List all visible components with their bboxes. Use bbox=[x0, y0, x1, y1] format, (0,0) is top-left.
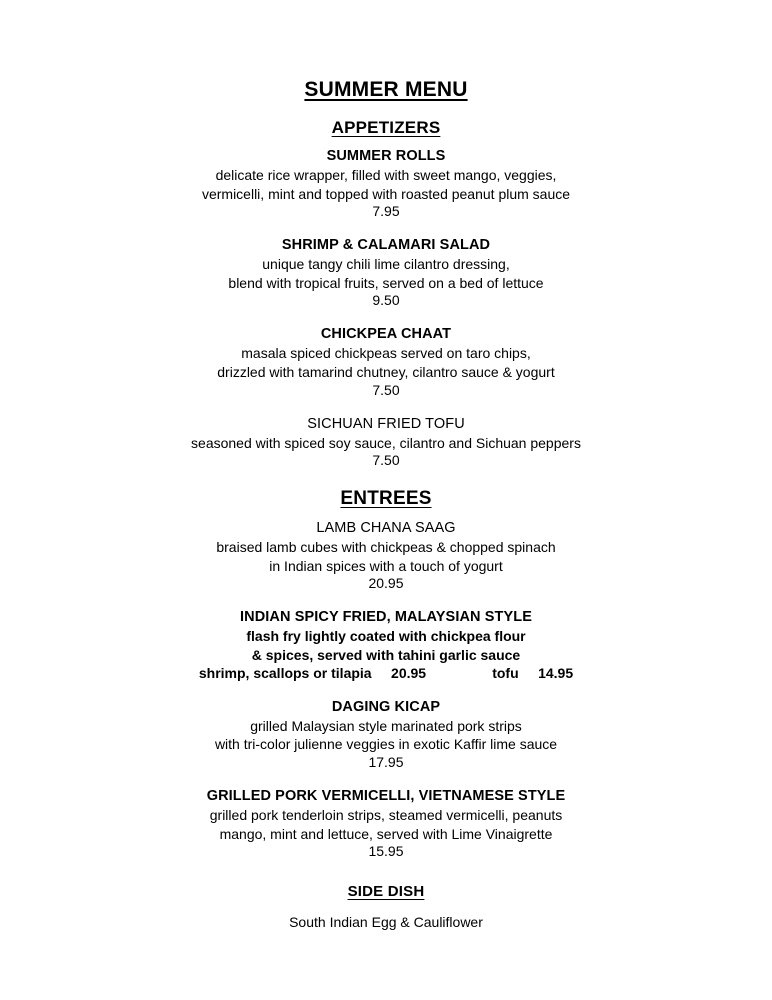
menu-item-name: CHICKPEA CHAAT bbox=[320, 326, 452, 343]
menu-item-price: 20.95 bbox=[368, 575, 404, 592]
menu-item bbox=[96, 699, 676, 770]
menu-item-name: INDIAN SPICY FRIED, MALAYSIAN STYLE bbox=[240, 609, 532, 626]
menu-item-description-line: masala spiced chickpeas served on taro chips, bbox=[241, 345, 531, 362]
menu-item-price: 17.95 bbox=[368, 753, 404, 770]
menu-item-name: DAGING KICAP bbox=[331, 698, 441, 715]
menu-item-price: 9.50 bbox=[372, 292, 400, 309]
menu-item-description-line: delicate rice wrapper, filled with sweet mango, veggies, bbox=[215, 167, 557, 183]
menu-item-description-line: drizzled with tamarind chutney, cilantro sauce & yogurt bbox=[217, 364, 555, 381]
menu-item-description-line: grilled Malaysian style marinated pork strips bbox=[250, 717, 522, 734]
menu-item-name: GRILLED PORK VERMICELLI, VIETNAMESE STYLE bbox=[206, 787, 566, 804]
menu-item-description-line: in Indian spices with a touch of yogurt bbox=[269, 557, 503, 574]
menu-item-price: 15.95 bbox=[368, 843, 404, 860]
menu-item-name: SHRIMP & CALAMARI SALAD bbox=[281, 237, 491, 254]
menu-item-description-line: flash fry lightly coated with chickpea flour bbox=[246, 628, 526, 645]
price-row-price-2: 14.95 bbox=[538, 664, 574, 681]
menu-item-description-line: braised lamb cubes with chickpeas & chopped spinach bbox=[216, 539, 556, 556]
price-row-price-1: 20.95 bbox=[391, 664, 427, 681]
menu-item-description-line: grilled pork tenderloin strips, steamed vermicelli, peanuts bbox=[209, 806, 563, 823]
menu-item-description-line: mango, mint and lettuce, served with Lime Vinaigrette bbox=[219, 825, 553, 842]
menu-item bbox=[96, 520, 676, 591]
menu-item-description-line: & spices, served with tahini garlic sauce bbox=[251, 647, 521, 664]
price-row-gap-1 bbox=[372, 665, 391, 681]
menu-item-description-line: seasoned with spiced soy sauce, cilantro and Sichuan peppers bbox=[191, 434, 581, 451]
menu-item-price-row bbox=[96, 665, 676, 681]
menu-item-price: 7.95 bbox=[372, 203, 400, 220]
page-title: SUMMER MENU bbox=[304, 78, 468, 101]
menu-item-name: SUMMER ROLLS bbox=[326, 148, 446, 164]
menu-item-price: 7.50 bbox=[372, 452, 400, 469]
menu-item-description-line: with tri-color julienne veggies in exotic Kaffir lime sauce bbox=[214, 736, 558, 753]
menu-item bbox=[96, 914, 676, 930]
section-heading-appetizers: APPETIZERS bbox=[331, 118, 441, 137]
menu-item-price: 7.50 bbox=[372, 381, 400, 398]
menu-item-name: South Indian Egg & Cauliflower bbox=[289, 914, 483, 931]
section-heading-entrees: ENTREES bbox=[340, 488, 432, 510]
menu-item bbox=[96, 326, 676, 397]
menu-item bbox=[96, 148, 676, 219]
section-heading-side-dish: SIDE DISH bbox=[347, 883, 425, 901]
menu-item-name: SICHUAN FRIED TOFU bbox=[307, 415, 465, 432]
price-row-label-2: tofu bbox=[492, 664, 519, 681]
menu-item-name: LAMB CHANA SAAG bbox=[316, 520, 456, 537]
price-row-gap-3 bbox=[519, 665, 538, 681]
menu-item bbox=[96, 237, 676, 308]
menu-item-description-line: unique tangy chili lime cilantro dressing, bbox=[262, 256, 510, 273]
menu-item-description-line: vermicelli, mint and topped with roasted peanut plum sauce bbox=[201, 185, 571, 202]
price-row-label-1: shrimp, scallops or tilapia bbox=[198, 664, 372, 681]
price-row-gap-2 bbox=[426, 665, 492, 681]
menu-item-description-line: blend with tropical fruits, served on a bed of lettuce bbox=[228, 274, 544, 291]
menu-item bbox=[96, 788, 676, 859]
menu-item bbox=[96, 416, 676, 469]
menu-item bbox=[96, 609, 676, 680]
